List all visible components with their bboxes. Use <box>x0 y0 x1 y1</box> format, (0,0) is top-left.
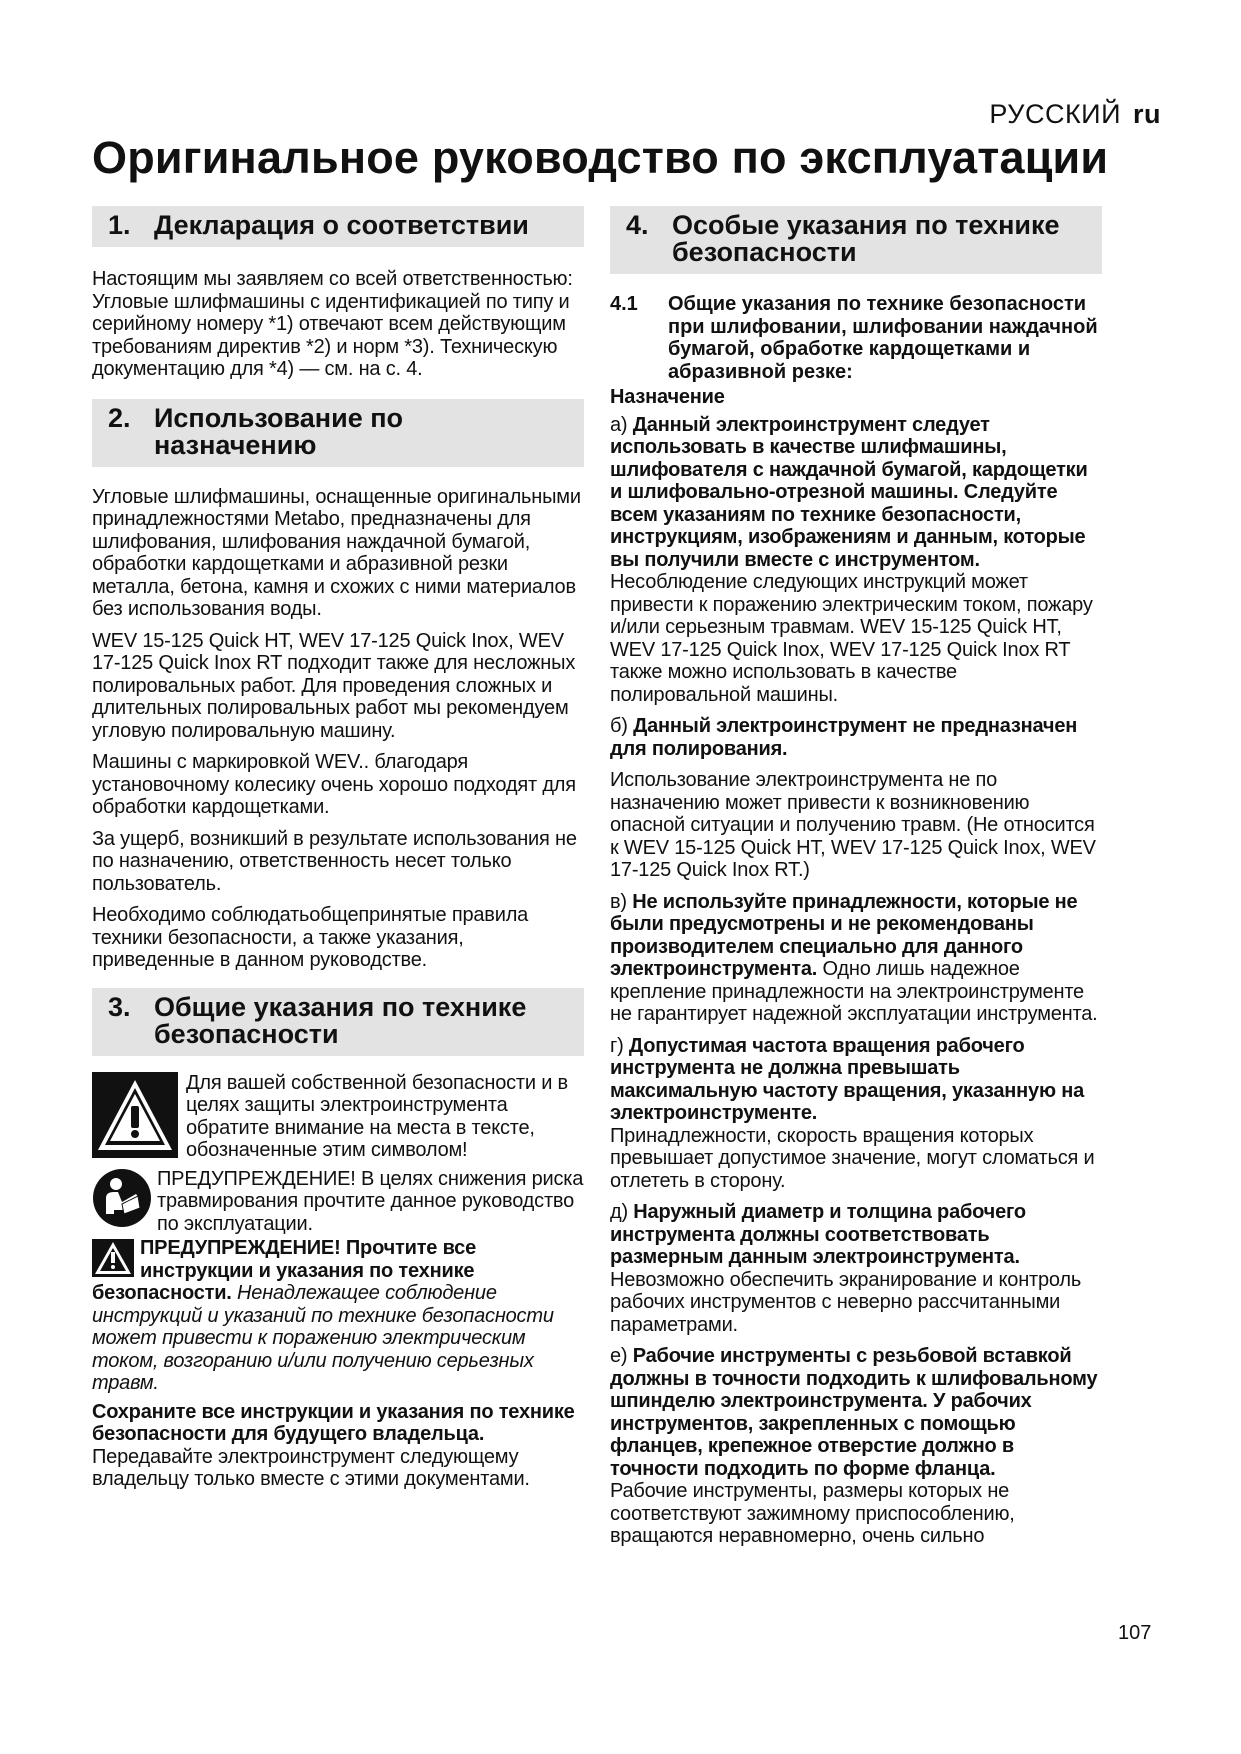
item-text: Рабочие инструменты, размеры которых не соответствуют зажимному приспособлению, вращаются неравномерно, очень сильно <box>610 1480 1015 1547</box>
paragraph: За ущерб, возникший в результате использования не по назначению, ответственность несет только пользователь. <box>92 827 577 895</box>
paragraph: Настоящим мы заявляем со всей ответственностью: Угловые шлифмашины с идентификацией по типу и серийному номеру *1) отвечают всем действующим требованиям директив *2) и норм *3). Техническую документацию для *4) — см. на с. 4. <box>92 268 573 380</box>
warning-triangle-icon <box>92 1072 178 1158</box>
general-warning-paragraph <box>92 1237 584 1395</box>
keep-instructions-bold: Сохраните все инструкции и указания по технике безопасности для будущего владельца. <box>92 1400 575 1445</box>
item-bold: Рабочие инструменты с резьбовой вставкой должны в точности подходить к шлифовальному шпинделю электроинструмента. У рабочих инструментов, закрепленных с помощью фланцев, крепежное отверстие должно в точности подходить по форме фланца. <box>610 1345 1098 1480</box>
item-letter: г) <box>610 1034 624 1057</box>
section-2-number: 2. <box>108 402 131 433</box>
item-text: Принадлежности, скорость вращения которых превышает допустимое значение, могут сломаться и отлететь в сторону. <box>610 1124 1095 1192</box>
section-3-heading <box>92 988 584 1056</box>
section-4-body <box>610 386 1102 1548</box>
item-b <box>610 715 1102 760</box>
section-1-heading <box>92 206 584 247</box>
keep-instructions-text: Передавайте электроинструмент следующему владельцу только вместе с этими документами. <box>92 1445 530 1490</box>
item-e <box>610 1345 1102 1480</box>
page-title: Оригинальное руководство по эксплуатации <box>92 132 1109 183</box>
item-text: Использование электроинструмента не по назначению может привести к возникновению опасной ситуации и получению травм. (Не относится к WEV 15-125 Quick HT, WEV 17-125 Quick Inox, WEV 17-125 Quick Inox RT.) <box>610 769 1096 881</box>
read-manual-text: ПРЕДУПРЕЖДЕНИЕ! В целях снижения риска травмирования прочтите данное руководство по эксплуатации. <box>157 1167 584 1235</box>
item-a <box>610 414 1102 572</box>
warning-bold-text: ПРЕДУПРЕЖДЕНИЕ! Прочтите все инструкции и указания по технике безопасности. <box>92 1237 477 1304</box>
left-column <box>92 206 584 1500</box>
item-text: Несоблюдение следующих инструкций может привести к поражению электрическим током, пожару и/или серьезным травмам. WEV 15-125 Quick HT, WEV 17-125 Quick Inox, WEV 17-125 Quick Inox RT также можно использовать в качестве полировальной машины. <box>610 571 1093 706</box>
section-1-body <box>92 268 584 381</box>
paragraph: Угловые шлифмашины, оснащенные оригинальными принадлежностями Metabo, предназначены для шлифования, шлифования наждачной бумагой, обработки кардощетками и абразивной резки металла, бетона, камня и схожих с ними материалов без использования воды. <box>92 485 581 620</box>
section-2-title: Использование по назначению <box>154 402 404 460</box>
section-4-title: Особые указания по технике безопасности <box>672 210 1060 267</box>
subsection-number: 4.1 <box>610 293 638 315</box>
section-3-title: Общие указания по технике безопасности <box>154 991 527 1049</box>
right-column <box>610 206 1102 1557</box>
item-letter: а) <box>610 413 628 436</box>
item-letter: в) <box>610 890 627 913</box>
section-1-number: 1. <box>108 210 131 240</box>
item-bold: Допустимая частота вращения рабочего инструмента не должна превышать максимальную частоту вращения, указанную на электроинструменте. <box>610 1034 1085 1124</box>
item-bold: Наружный диаметр и толщина рабочего инструмента должны соответствовать размерным данным электроинструмента. <box>610 1201 1026 1268</box>
item-bold: Данный электроинструмент следует использовать в качестве шлифмашины, шлифователя с наждачной бумагой, кардощетки и шлифовально-отрезной машины. Следуйте всем указаниям по технике безопасности, инструкциям, изображениям и данным, которые вы получили вместе с инструментом. <box>610 413 1088 571</box>
item-d <box>610 1201 1102 1269</box>
subsection-4-1-heading <box>610 293 1102 383</box>
item-letter: б) <box>610 715 628 737</box>
section-4-heading <box>610 206 1102 274</box>
subsection-title: Общие указания по технике безопасности при шлифовании, шлифовании наждачной бумагой, обработке кардощетками и абразивной резке: <box>668 293 1098 383</box>
page-number: 107 <box>1118 1622 1152 1644</box>
purpose-label: Назначение <box>610 386 725 408</box>
paragraph: Машины с маркировкой WEV.. благодаря установочному колесику очень хорошо подходят для обработки кардощетками. <box>92 751 576 818</box>
warning-italic-text: Ненадлежащее соблюдение инструкций и указаний по технике безопасности может привести к поражению электрическим током, возгоранию и/или получению серьезных травм. <box>92 1282 554 1394</box>
safety-symbol-block <box>92 1072 584 1162</box>
item-bold: Не используйте принадлежности, которые не были предусмотрены и не рекомендованы производителем специально для данного электроинструмента. <box>610 890 1078 980</box>
paragraph: WEV 15-125 Quick HT, WEV 17-125 Quick Inox, WEV 17-125 Quick Inox RT подходит также для несложных полировальных работ. Для проведения сложных и длительных полировальных работ мы рекомендуем угловую полировальную машину. <box>92 629 576 742</box>
section-2-body <box>92 486 584 972</box>
language-code: ru <box>1133 99 1161 129</box>
language-name: РУССКИЙ <box>989 99 1121 129</box>
item-bold: Данный электроинструмент не предназначен для полирования. <box>610 715 1078 760</box>
item-letter: е) <box>610 1345 628 1367</box>
small-warning-icon <box>92 1239 134 1277</box>
language-label <box>989 99 1161 130</box>
section-4-number: 4. <box>626 210 649 240</box>
item-g <box>610 1035 1102 1125</box>
item-v <box>610 891 1102 1026</box>
read-manual-block <box>92 1168 584 1236</box>
item-text: Невозможно обеспечить экранирование и контроль рабочих инструментов с неверно рассчитанными параметрами. <box>610 1268 1082 1336</box>
safety-symbol-text: Для вашей собственной безопасности и в целях защиты электроинструмента обратите внимание на места в тексте, обозначенные этим символом! <box>186 1071 568 1161</box>
paragraph: Необходимо соблюдатьобщепринятые правила техники безопасности, а также указания, приведенные в данном руководстве. <box>92 904 529 971</box>
section-2-heading <box>92 399 584 467</box>
item-letter: д) <box>610 1201 628 1223</box>
section-1-title: Декларация о соответствии <box>154 210 529 240</box>
read-manual-icon <box>92 1168 152 1228</box>
item-text: Одно лишь надежное крепление принадлежности на электроинструменте не гарантирует надежной эксплуатации инструмента. <box>610 958 1098 1025</box>
section-3-body <box>92 1072 584 1491</box>
section-3-number: 3. <box>108 991 131 1022</box>
